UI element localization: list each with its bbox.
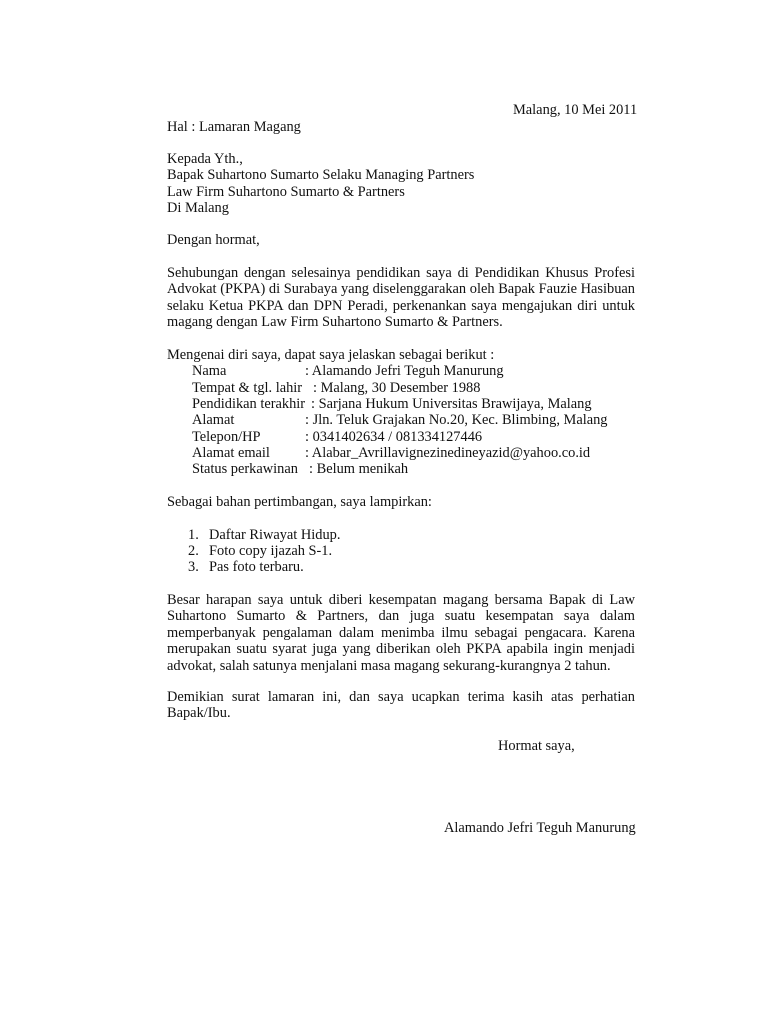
paragraph-line: Sehubungan dengan selesainya pendidikan saya di Pendidikan Khusus Profesi	[167, 265, 635, 281]
bio-value: : Sarjana Hukum Universitas Brawijaya, Malang	[311, 396, 592, 412]
attachment-number: 3.	[188, 559, 199, 575]
recipient-line: Bapak Suhartono Sumarto Selaku Managing Partners	[167, 167, 475, 183]
salutation: Dengan hormat,	[167, 232, 260, 248]
attachment-text: Daftar Riwayat Hidup.	[209, 527, 341, 543]
recipient-line: Law Firm Suhartono Sumarto & Partners	[167, 184, 405, 200]
paragraph-line: Bapak/Ibu.	[167, 705, 231, 722]
bio-label: Telepon/HP	[192, 429, 261, 445]
recipient-line: Di Malang	[167, 200, 229, 216]
paragraph-line: advokat, salah satunya menjalani masa magang sekurang-kurangnya 2 tahun.	[167, 657, 611, 674]
letter-subject: Hal : Lamaran Magang	[167, 119, 301, 135]
bio-label: Status perkawinan	[192, 461, 298, 477]
paragraph-line: Suhartono Sumarto & Partners, dan juga suatu kesempatan saya dalam	[167, 608, 635, 625]
paragraph-closing	[167, 689, 635, 722]
paragraph-line: Besar harapan saya untuk diberi kesempatan magang bersama Bapak di Law	[167, 592, 635, 608]
paragraph-line: selaku Ketua PKPA dan DPN Peradi, perkenankan saya mengajukan diri untuk	[167, 297, 635, 314]
bio-intro: Mengenai diri saya, dapat saya jelaskan sebagai berikut :	[167, 347, 495, 363]
paragraph-line: magang dengan Law Firm Suhartono Sumarto & Partners.	[167, 314, 503, 331]
attachment-item	[188, 527, 340, 543]
attachment-item	[188, 559, 304, 575]
attachments-intro: Sebagai bahan pertimbangan, saya lampirkan:	[167, 494, 432, 510]
attachment-text: Foto copy ijazah S-1.	[209, 543, 333, 559]
paragraph-line: Demikian surat lamaran ini, dan saya ucapkan terima kasih atas perhatian	[167, 689, 635, 705]
paragraph-line: merupakan suatu syarat juga yang diberikan oleh PKPA apabila ingin menjadi	[167, 641, 635, 658]
bio-value: : Alabar_Avrillavignezinedineyazid@yahoo.co.id	[305, 445, 591, 461]
paragraph-intro	[167, 265, 635, 331]
bio-value: : Belum menikah	[309, 461, 409, 477]
attachment-number: 1.	[188, 527, 199, 543]
letter-date: Malang, 10 Mei 2011	[513, 102, 638, 118]
attachment-item	[188, 543, 332, 559]
paragraph-hope	[167, 592, 635, 674]
recipient-greeting: Kepada Yth.,	[167, 151, 243, 167]
paragraph-line: Advokat (PKPA) di Surabaya yang diselenggarakan oleh Bapak Fauzie Hasibuan	[167, 281, 635, 298]
bio-value: : Malang, 30 Desember 1988	[313, 380, 481, 396]
signature-name: Alamando Jefri Teguh Manurung	[444, 820, 636, 836]
bio-value: : 0341402634 / 081334127446	[305, 429, 483, 445]
attachment-text: Pas foto terbaru.	[209, 559, 304, 575]
bio-value: : Alamando Jefri Teguh Manurung	[305, 363, 504, 379]
bio-label: Alamat	[192, 412, 235, 428]
attachment-number: 2.	[188, 543, 199, 559]
closing-phrase: Hormat saya,	[498, 738, 575, 754]
bio-label: Pendidikan terakhir	[192, 396, 306, 412]
bio-label: Tempat & tgl. lahir	[192, 380, 303, 396]
bio-label: Nama	[192, 363, 227, 379]
paragraph-line: memperbanyak pengalaman dalam menimba ilmu sebagai pengacara. Karena	[167, 624, 635, 641]
bio-value: : Jln. Teluk Grajakan No.20, Kec. Blimbing, Malang	[305, 412, 608, 428]
bio-label: Alamat email	[192, 445, 270, 461]
